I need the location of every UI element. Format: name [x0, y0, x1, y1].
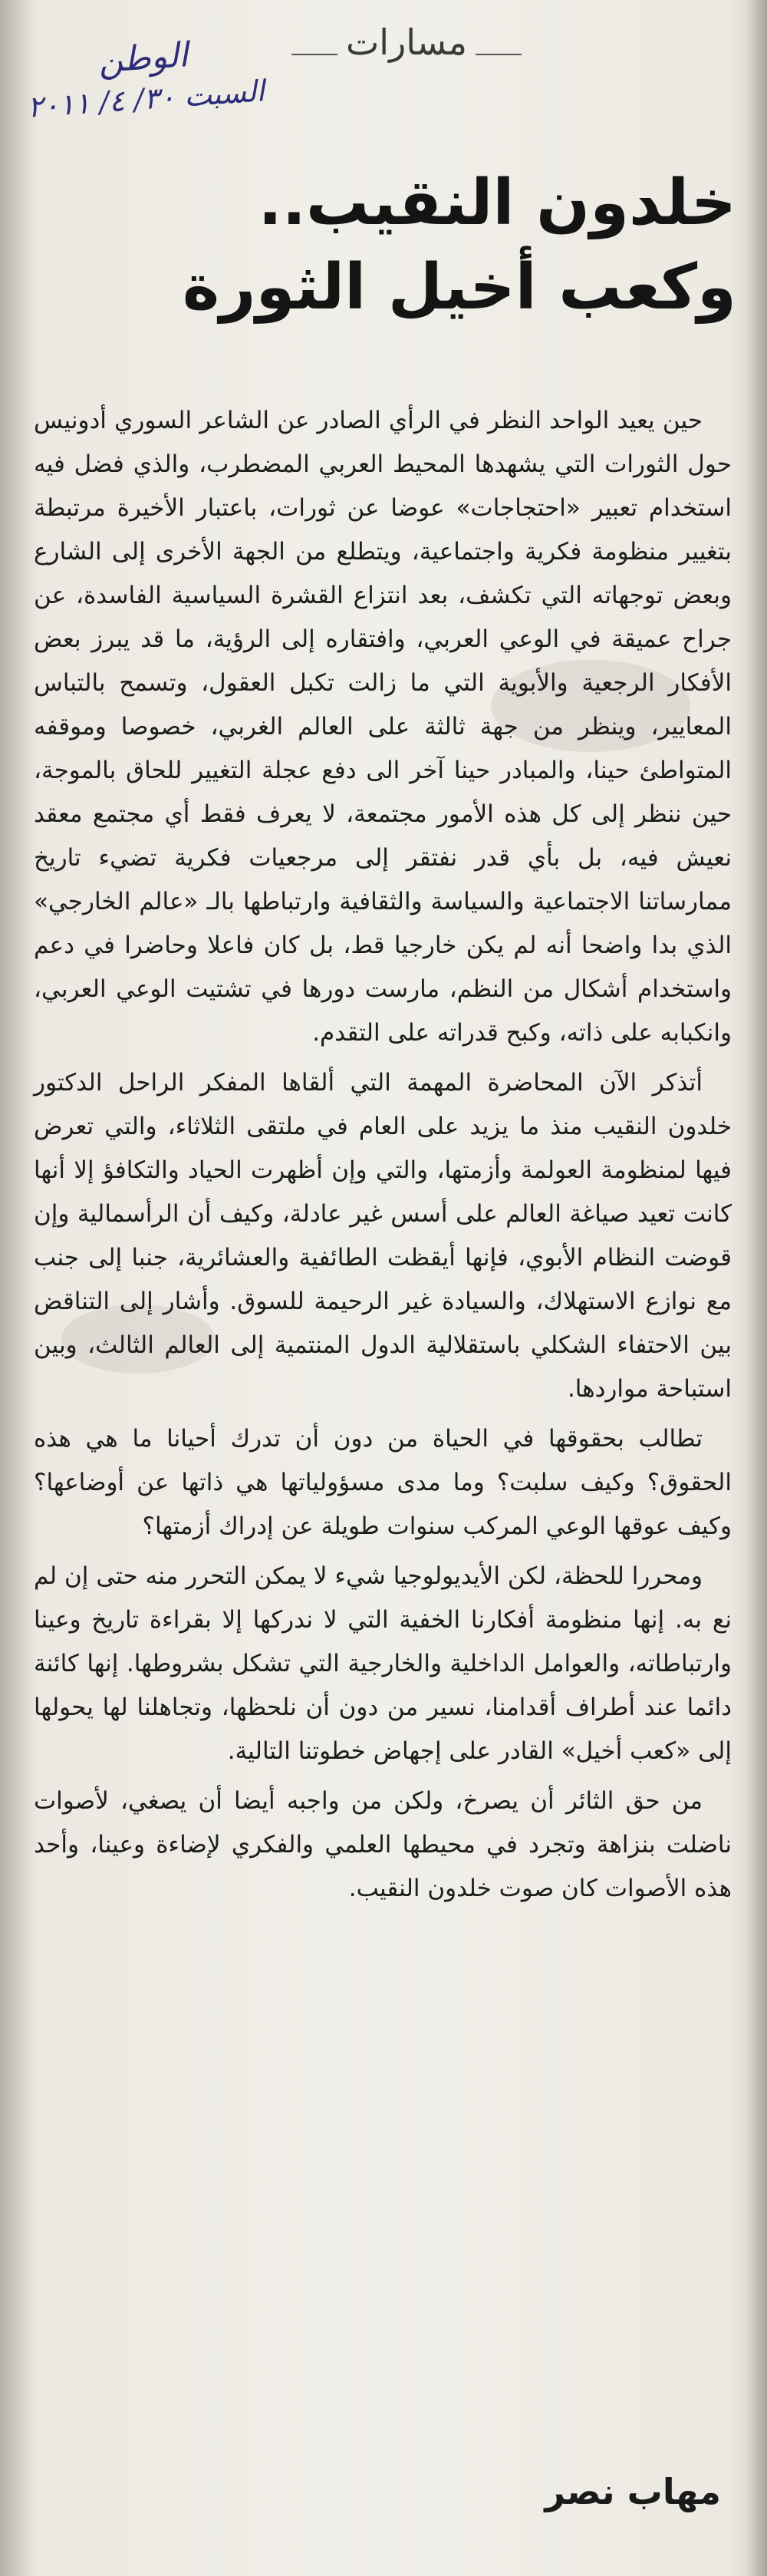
- page-left-edge: [0, 0, 31, 2576]
- article-headline: [61, 161, 736, 330]
- headline-line-1: خلدون النقيب..: [258, 167, 736, 239]
- article-paragraph: حين يعيد الواحد النظر في الرأي الصادر عن الشاعر السوري أدونيس حول الثورات التي يشهدها المحيط العربي المضطرب، والذي فضل فيه استخدام تعبير «احتجاجات» عوضا عن ثورات، باعتبار الأخيرة مرتبطة بتغيير منظومة فكرية واجتماعية، ويتطلع من الجهة الأخرى إلى الشارع وبعض توجهاته التي تكشف، بعد انتزاع القشرة السياسية الفاسدة، عن جراح عميقة في الوعي العربي، وافتقاره إلى الرؤية، ما قد يبرز بعض الأفكار الرجعية والأبوية التي ما زالت تكبل العقول، وتسمح بالتباس المعايير، وينظر من جهة ثالثة على العالم الغربي، خصوصا وموقفه المتواطئ حينا، والمبادر حينا آخر الى دفع عجلة التغيير للحاق بالموجة، حين ننظر إلى كل هذه الأمور مجتمعة، لا يعرف فقط أي مجتمع معقد نعيش فيه، بل بأي قدر نفتقر إلى مرجعيات فكرية تضيء تاريخ ممارساتنا الاجتماعية والسياسة والثقافية وارتباطها بالـ «عالم الخارجي» الذي بدا واضحا أنه لم يكن خارجيا قط، بل كان فاعلا وحاضرا في دعم واستخدام أشكال من النظم، مارست دورها في تشتيت الوعي العربي، وانكبابه على ذاته، وكبح قدراته على التقدم.: [34, 407, 732, 1047]
- article-paragraph: أتذكر الآن المحاضرة المهمة التي ألقاها المفكر الراحل الدكتور خلدون النقيب منذ ما يزيد على العام في ملتقى الثلاثاء، والتي تعرض فيها لمنظومة العولمة وأزمتها، والتي وإن أظهرت الحياد والتكافؤ إلا أنها كانت تعيد صياغة العالم على أسس غير عادلة، وكيف أن الرأسمالية وإن قوضت النظام الأبوي، فإنها أيقظت الطائفية والعشائرية، جنبا إلى جنب مع نوازع الاستهلاك، والسيادة غير الرحيمة للسوق. وأشار إلى التناقض بين الاحتفاء الشكلي باستقلالية الدول المنتمية إلى العالم الثالث، وبين استباحة مواردها.: [34, 1069, 732, 1403]
- author-byline: مهاب نصر: [545, 2471, 721, 2512]
- stamp-date: السبت ٣٠/ ٤/ ٢٠١١: [26, 74, 266, 124]
- section-label: مسارات: [346, 21, 467, 63]
- article-paragraph: من حق الثائر أن يصرخ، ولكن من واجبه أيضا أن يصغي، لأصوات ناضلت بنزاهة وتجرد في محيطها العلمي والفكري لإضاءة وعينا، وأحد هذه الأصوات كان صوت خلدون النقيب.: [34, 1787, 732, 1902]
- article-body: [34, 399, 732, 1917]
- stamp-newspaper-name: الوطن: [97, 35, 189, 81]
- article-paragraph: ومحررا للحظة، لكن الأيديولوجيا شيء لا يمكن التحرر منه حتى إن لم نع به. إنها منظومة أفكارنا الخفية التي لا ندركها إلا بقراءة تاريخ وعينا وارتباطاته، والعوامل الداخلية والخارجية التي تشكل بشروطها. إنها كائنة دائما عند أطراف أقدامنا، نسير من دون أن نلحظها، وتجاهلنا لها يحولها إلى «كعب أخيل» القادر على إجهاض خطوتنا التالية.: [34, 1562, 732, 1765]
- headline-line-2: وكعب أخيل الثورة: [182, 251, 736, 324]
- page-right-edge: [744, 0, 767, 2576]
- section-header: [322, 21, 491, 75]
- archive-stamp: [19, 30, 272, 162]
- article-paragraph: تطالب بحقوقها في الحياة من دون أن تدرك أحيانا ما هي هذه الحقوق؟ وكيف سلبت؟ وما مدى مسؤولياتها هي ذاتها عن أوضاعها؟ وكيف عوقها الوعي المركب سنوات طويلة عن إدراك أزمتها؟: [34, 1425, 732, 1540]
